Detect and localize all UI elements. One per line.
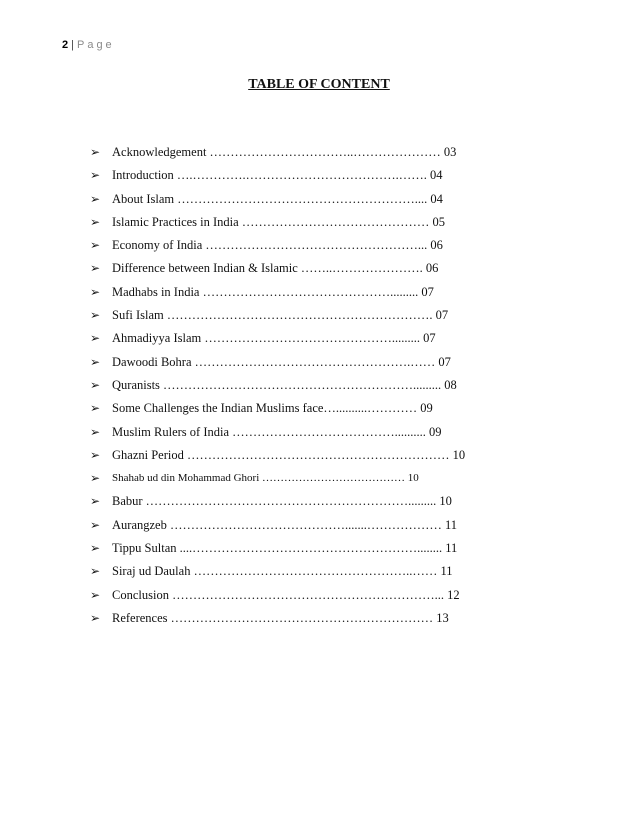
- toc-entry: [90, 610, 465, 633]
- toc-entry-text: Conclusion ………………………………………………………... 12: [112, 587, 460, 602]
- toc-entry: [90, 517, 465, 540]
- toc-list: [90, 144, 465, 633]
- toc-entry-text: Aurangzeb …………………………………….......……………… 11: [112, 517, 457, 532]
- arrowhead-bullet-icon: ➢: [90, 541, 101, 556]
- page-header: [62, 38, 115, 52]
- arrowhead-bullet-icon: ➢: [90, 401, 101, 416]
- toc-entry-text: Acknowledgement ……………………………..………………… 03: [112, 145, 457, 159]
- toc-entry: [90, 447, 465, 470]
- arrowhead-bullet-icon: ➢: [90, 424, 101, 439]
- arrowhead-bullet-icon: ➢: [90, 145, 101, 159]
- arrowhead-bullet-icon: ➢: [90, 261, 101, 276]
- page-word: Page: [76, 39, 115, 51]
- toc-entry: [90, 144, 465, 167]
- arrowhead-bullet-icon: ➢: [90, 191, 101, 206]
- toc-entry: [90, 424, 465, 447]
- arrowhead-bullet-icon: ➢: [90, 610, 101, 625]
- arrowhead-bullet-icon: ➢: [90, 564, 101, 579]
- toc-entry-text: Introduction ….………….……………………………….……. 04: [112, 168, 443, 183]
- toc-entry: [90, 307, 465, 330]
- arrowhead-bullet-icon: ➢: [90, 354, 101, 369]
- toc-entry-text: Ahmadiyya Islam ………………………………………......... 07: [112, 331, 436, 346]
- arrowhead-bullet-icon: ➢: [90, 447, 101, 462]
- toc-entry: [90, 540, 465, 563]
- arrowhead-bullet-icon: ➢: [90, 238, 101, 253]
- arrowhead-bullet-icon: ➢: [90, 214, 101, 229]
- toc-entry: [90, 470, 465, 493]
- toc-entry-text: Quranists ……………………………………………………......... 08: [112, 377, 457, 392]
- arrowhead-bullet-icon: ➢: [90, 331, 101, 346]
- arrowhead-bullet-icon: ➢: [90, 471, 101, 486]
- arrowhead-bullet-icon: ➢: [90, 168, 101, 183]
- toc-entry-text: Shahab ud din Mohammad Ghori ………………………………… 10: [112, 472, 419, 485]
- toc-entry-text: Madhabs in India ………………………………………......... 07: [112, 284, 434, 299]
- toc-entry-text: Tippu Sultan ....………………………………………………........ 11: [112, 541, 458, 556]
- page-number: 2: [62, 39, 69, 51]
- arrowhead-bullet-icon: ➢: [90, 284, 101, 299]
- arrowhead-bullet-icon: ➢: [90, 517, 101, 532]
- toc-entry: [90, 330, 465, 353]
- arrowhead-bullet-icon: ➢: [90, 377, 101, 392]
- toc-entry: [90, 237, 465, 260]
- arrowhead-bullet-icon: ➢: [90, 494, 101, 509]
- arrowhead-bullet-icon: ➢: [90, 308, 101, 323]
- toc-entry: [90, 191, 465, 214]
- toc-entry-text: Some Challenges the Indian Muslims face…..........………… 09: [112, 401, 433, 416]
- toc-entry: [90, 167, 465, 190]
- toc-entry: [90, 260, 465, 283]
- toc-entry-text: Islamic Practices in India ……………………………………… 05: [112, 214, 445, 229]
- toc-entry: [90, 563, 465, 586]
- toc-entry: [90, 354, 465, 377]
- arrowhead-bullet-icon: ➢: [90, 587, 101, 602]
- toc-entry-text: About Islam ………………………………………………….... 04: [112, 191, 443, 206]
- toc-entry-text: Economy of India ……………………………………………... 06: [112, 238, 443, 253]
- toc-entry-text: References ……………………………………………………… 13: [112, 610, 449, 625]
- toc-entry-text: Ghazni Period ……………………………………………………… 10: [112, 447, 466, 462]
- toc-entry-text: Siraj ud Daulah ……………………………………………..…… 11: [112, 564, 453, 579]
- toc-title: TABLE OF CONTENT: [248, 77, 390, 92]
- page-separator: |: [71, 39, 74, 51]
- toc-entry: [90, 493, 465, 516]
- toc-entry-text: Sufi Islam ………………………………………………………. 07: [112, 308, 449, 323]
- toc-entry-text: Babur ………………………………………………………......... 10: [112, 494, 452, 509]
- toc-entry: [90, 377, 465, 400]
- toc-entry: [90, 284, 465, 307]
- toc-entry: [90, 214, 465, 237]
- toc-entry: [90, 400, 465, 423]
- toc-entry: [90, 587, 465, 610]
- toc-entry-text: Muslim Rulers of India ………………………………….......... 09: [112, 424, 442, 439]
- toc-entry-text: Dawoodi Bohra …………………………………………….…… 07: [112, 354, 451, 369]
- toc-entry-text: Difference between Indian & Islamic ……..…………………. 06: [112, 261, 439, 276]
